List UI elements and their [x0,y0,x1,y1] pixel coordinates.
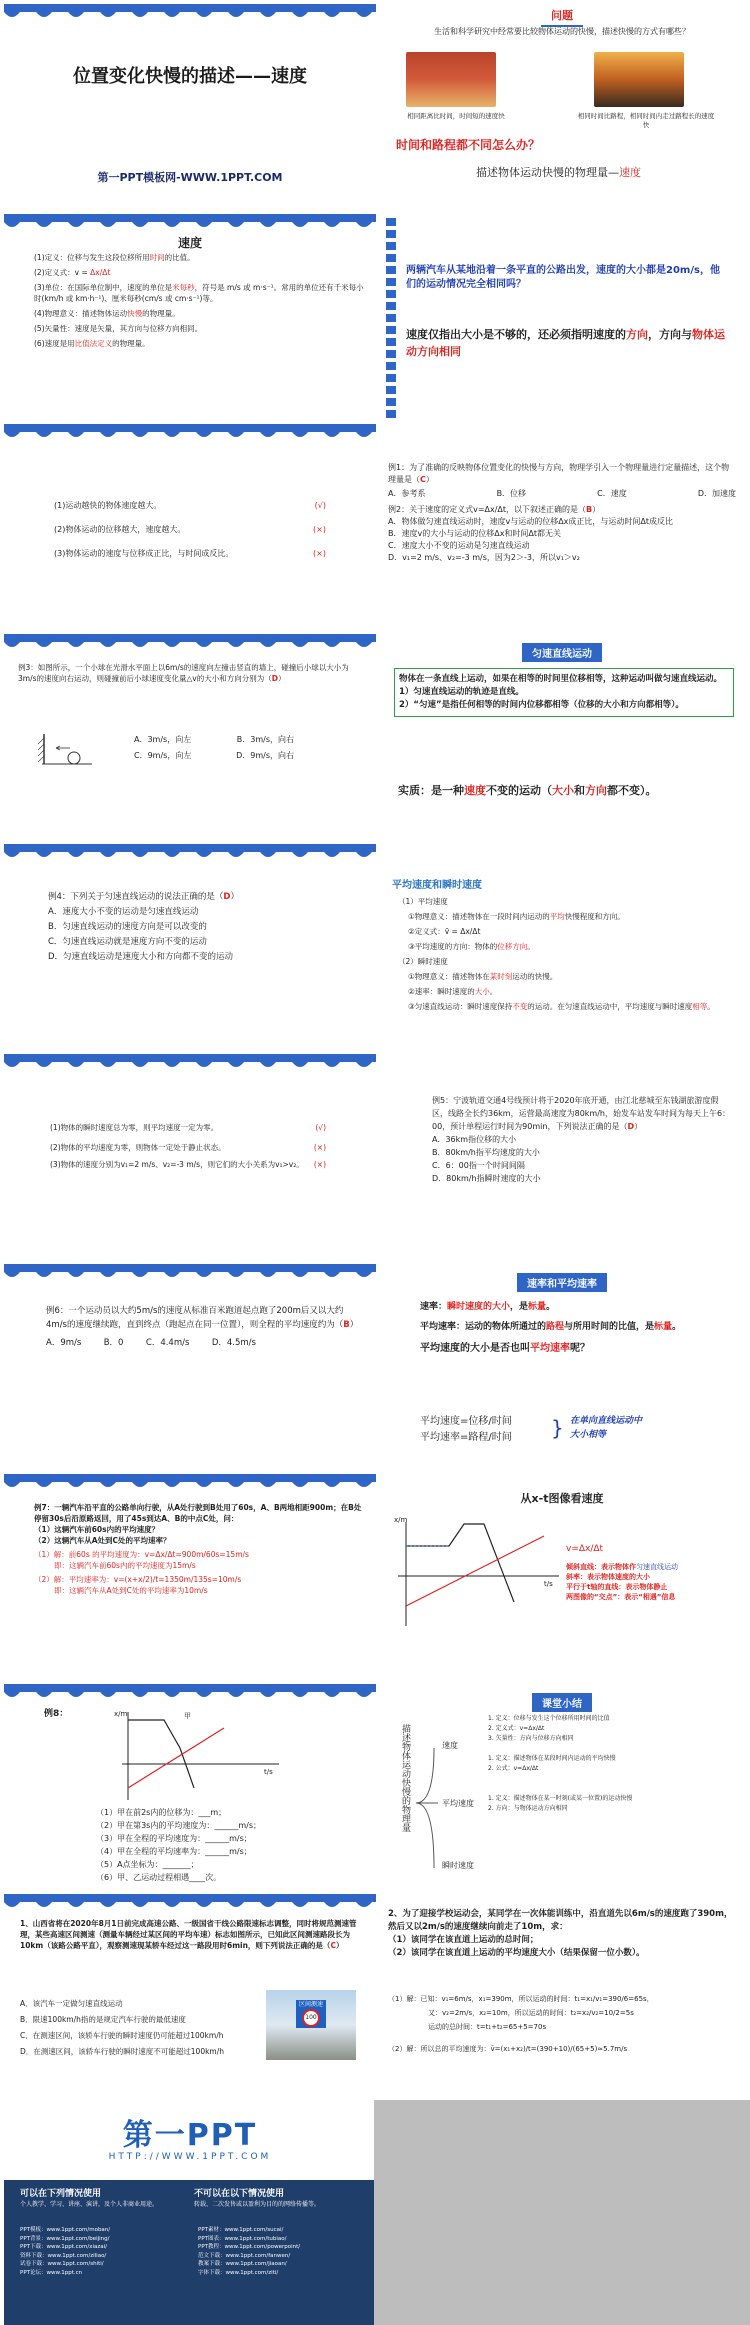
x-axis-label: t/s [544,1580,553,1588]
example-2-option: A．物体做匀速直线运动时，速度v与运动的位移Δx成正比，与运动时间Δt成反比 [388,517,674,526]
example-2-option: B．速度v的大小与运动的位移Δx和时间Δt都无关 [388,529,562,538]
training-question: 2、为了迎接学校运动会，某同学在一次体能训练中，沿直道先以6m/s的速度跑了390m，然后又以2m/s的速度继续向前走了10m，求： （1）该同学在该直道上运动的总时间； （2）该同学在该直道上运动的平均速度大小（结果保留一位小数）。 [388,1909,733,1958]
example-8-label: 例8： [44,1709,69,1719]
example-6: 例6：一个运动员以大约5m/s的速度从标准百米跑道起点跑了200m后又以大约4m/s的速度继续跑，直到终点（跑起点在同一位置），则全程的平均速度约为（B） A．9m/s B．0 C．4.4m/s D．4.5m/s [46,1306,359,1348]
uniform-point-1: 1）匀速直线运动的轨迹是直线。 [399,687,524,697]
uniform-essence: 实质：是一种速度不变的运动（大小和方向都不变）。 [398,784,657,797]
def-line-6: (6)速度是用比值法定义的物理量。 [34,339,150,348]
x-axis-label: t/s [264,1768,273,1776]
summary-branch-1: 速度 [442,1741,458,1750]
brace-icon: } [551,1416,564,1440]
example-6-options: A．9m/s B．0 C．4.4m/s D．4.5m/s [46,1338,256,1348]
slide-question [376,4,748,212]
slide-example-4 [4,844,376,1052]
example-1-2 [388,462,736,564]
footer-link[interactable]: PPT模板：www.1ppt.com/moban/ [20,2227,111,2233]
rate-note: 在单向直线运动中 大小相等 [570,1416,643,1440]
training-solution: （1）解：已知：v₁=6m/s，x₁=390m，所以运动的时间：t₁=x₁/v₁=390/6=65s， 又：v₂=2m/s，x₂=10m，所以运动的时间：t₂=x₂/v₂=10/2=5s 运动的总时间：t=t₁+t₂=65+5=70s （2）解：所以总的平均速度为：v̄=(x₁+x₂)/t=(390+10)/(65+5)≈5.7m/s [388,1995,654,2053]
slide-example-training [376,1894,748,2102]
caption-2: 相同时间比路程，相同时间内走过路程长的速度快 [577,112,715,129]
example-7: 例7：一辆汽车沿平直的公路单向行驶，从A处行驶到B处用了60s，A、B两地相距900m；在B处停留30s后沿原路返回，用了45s到达A、B的中点C处，问： （1）这辆汽车前60s内的平均速度？ （2）这辆汽车从A处到C处的平均速率？ （1）解：前60s 的平均速度为：v=Δx/Δt=900m/60s=15m/s 即：这辆汽车前60s内的平均速度为15m/s （2）解：平均速率为：v=(x+x/2)/t=1350m/135s=10m/s 即：这辆汽车从A处到C处的平均速率为10m/s [34,1503,362,1595]
judge-list [54,494,356,566]
def-line-2: (2)定义式：v = Δx/Δt [34,268,111,277]
footer-slide [0,2100,372,2325]
judge-item: (1)运动越快的物体速度越大。 (√) [54,501,326,510]
def-line-4: (4)物理意义：描述物体运动快慢的物理量。 [34,309,180,318]
rate-tag-wrap [376,1272,748,1292]
example-1: 例1：为了准确的反映物体位置变化的快慢与方向，物理学引入一个物理量进行定量描述，这个物理量是（C） [388,463,730,484]
slide-avg-instant [376,844,748,1052]
cars-question: 两辆汽车从某地沿着一条平直的公路出发，速度的大小都是20m/s，他们的运动情况完全相同吗？ [406,265,720,290]
terms-heading-no: 不可以在以下情况使用 [194,2189,285,2199]
slide-example-5 [376,1054,748,1262]
top-wave [4,634,376,654]
side-ribbon [386,218,396,418]
top-wave [4,214,376,234]
slide-example-speed-camera [4,1894,376,2102]
top-wave [4,1894,376,1914]
slide-speed-rate [376,1264,748,1472]
rate-defs: 速率：瞬时速度的大小，是标量。 平均速率：运动的物体所通过的路程与所用时间的比值，是标量。 平均速度的大小是否也叫平均速率呢？ [420,1302,682,1354]
summary-tag-wrap [376,1692,748,1712]
y-axis-label: x/m [394,1516,408,1524]
xt-title: 从x-t图像看速度 [520,1492,604,1505]
cars-answer: 速度仅指出大小是不够的，还必须指明速度的方向，方向与物体运动方向相同 [406,328,725,358]
speed-title: 速度 [177,236,202,250]
speed-def-list [34,252,364,349]
footer-link[interactable]: 范文下载：www.1ppt.com/fanwen/ [198,2252,291,2259]
ball-wall-figure [34,730,94,770]
example-5: 例5：宁波轨道交通4号线预计将于2020年底开通，由江北慈城至东钱湖旅游度假区，线路全长约36km，运营最高速度为80km/h，始发车站发车时间为每天上午6：00，预计单程运行时间为90min，下列说法正确的是（D） A．36km指位移的大小 B．80km/h指平均速度的大小 C．6：00指一个时间间隔 D．80km/h指瞬时速度的大小 [432,1096,731,1183]
top-wave [4,1684,376,1704]
uniform-point-2: 2）“匀速”是指任何相等的时间内位移都相等（位移的大小和方向都相等）。 [399,700,684,710]
example-3-options: A．3m/s，向左 B．3m/s，向右 C．9m/s，向左 D．9m/s，向右 [134,735,294,760]
footer-link[interactable]: PPT素材：www.1ppt.com/sucai/ [198,2227,284,2233]
def-line-3: (3)单位：在国际单位制中，速度的单位是米每秒，符号是 m/s 或 m·s⁻¹。常用的单位还有千米每小时(km/h 或 km·h⁻¹)、厘米每秒(cm/s 或 cm·s⁻¹)等。 [34,283,364,303]
camera-options: A．该汽车一定做匀速直线运动 B．限速100km/h指的是规定汽车行驶的最低速度 C．在测速区间，该轿车行驶的瞬时速度仍可能超过100km/h D．在测速区间，该轿车行驶的瞬时速度不可能超过100km/h [20,1999,225,2056]
top-wave [4,4,376,24]
slide-two-cars [376,214,748,422]
slide-example-8 [4,1684,376,1892]
example-4 [48,890,362,965]
example-1-options: A．参考系 B．位移 C．速度 D．加速度 [388,489,736,498]
runners-photo [406,52,496,107]
slide-xt-graph [376,1474,748,1682]
summary-root: 描述物体运动快慢的物理量 [400,1724,410,1832]
link-list [20,2226,366,2277]
footer-link[interactable]: PPT下载：www.1ppt.com/xiazai/ [20,2244,108,2250]
footer-link[interactable]: PPT背景：www.1ppt.com/beijing/ [20,2235,110,2242]
top-wave [4,844,376,864]
xt-notes: 倾斜直线：表示物体作匀速直线运动 斜率：表示物体速度的大小 平行于t轴的直线：表示物体静止 两图像的“交点”：表示“相遇”信息 [566,1563,678,1601]
uniform-def: 物体在一条直线上运动，如果在相等的时间里位移相等，这种运动叫做匀速直线运动。 [399,674,723,684]
speed-word: 速度 [619,166,641,179]
speed-sign: 区间测速 100 [296,2000,326,2028]
slide-example-7 [4,1474,376,1682]
footer-link[interactable]: 字体下载：www.1ppt.com/ziti/ [198,2269,279,2276]
slide-judge-2 [4,1054,376,1262]
slide-summary [376,1684,748,1892]
footer-link[interactable]: PPT图表：www.1ppt.com/tubiao/ [198,2235,287,2242]
footer-link[interactable]: PPT教程：www.1ppt.com/powerpoint/ [198,2244,301,2250]
example-4-option: C．匀速直线运动就是速度方向不变的运动 [48,937,207,947]
slide-uniform-motion [376,634,748,842]
y-axis-label: x/m [114,1710,128,1718]
footer-link[interactable]: PPT论坛：www.1ppt.cn [20,2269,83,2276]
example-4-option: B．匀速直线运动的速度方向是可以改变的 [48,922,207,932]
example-3-question: 例3：如图所示，一个小球在光滑水平面上以6m/s的速度向左撞击竖直的墙上，碰撞后小球以大小为3m/s的速度向右运动，则碰撞前后小球速度变化量△v的大小和方向分别为（D） [18,663,349,683]
terms-text-yes: 个人教学、学习、讲座、演讲，及个人非商业用途。 [20,2201,159,2208]
example-4-question: 例4：下列关于匀速直线运动的说法正确的是（D） [48,892,239,902]
road-sign-photo [266,1990,356,2060]
series-label: 甲 [184,1712,191,1720]
top-wave [4,1054,376,1074]
summary-branch-2: 平均速度 [442,1799,474,1808]
question-2: 时间和路程都不同怎么办？ [396,138,541,152]
rate-formulas: 平均速度=位移/时间 平均速率=路程/时间 [420,1416,512,1443]
judge-item: (3)物体运动的速度与位移成正比，与时间成反比。 (×) [54,549,326,558]
terms-text-no: 转载、二次发售或以盈利为目的的网络传播等。 [194,2201,321,2208]
example-4-option: D．匀速直线运动是速度大小和方向都不变的运动 [48,952,234,962]
slide-speed-def [4,214,376,422]
summary-tag: 课堂小结 [532,1693,592,1712]
summary-details: 1. 定义：位移与发生这个位移所用时间的比值 2. 定义式：v=Δx/Δt 3. 矢量性：方向与位移方向相同 1. 定义：描述物体在某段时间内运动的平均快慢 2. 公式：v=Δx/Δt 1. 定义：描述物体在某一时刻(或某一位置)的运动快慢 2. 方向：与物体运动方向相同 [488,1715,633,1812]
slide-example-3 [4,634,376,842]
footer-link[interactable]: 资料下载：www.1ppt.com/ziliao/ [20,2252,107,2259]
example-4-option: A．速度大小不变的运动是匀速直线运动 [48,907,199,917]
speed-line-text: 描述物体运动快慢的物理量— [476,166,619,179]
subtitle: 第一PPT模板网-WWW.1PPT.COM [97,171,283,184]
def-line-1: (1)定义：位移与发生这段位移所用时间的比值。 [34,253,195,262]
example-2: 例2：关于速度的定义式v=Δx/Δt，以下叙述正确的是（B） [388,505,601,514]
example-2-option: D．v₁=2 m/s、v₂=-3 m/s，因为2＞-3，所以v₁＞v₂ [388,553,580,562]
logo-text: 第一PPT [122,2118,258,2153]
uniform-tag: 匀速直线运动 [522,643,602,662]
logo-url: HTTP://WWW.1PPT.COM [108,2152,272,2162]
empty-gray-area [374,2100,750,2325]
xt-graph [394,1516,564,1636]
slide-example-6 [4,1264,376,1472]
question-tag: 问题 [541,5,583,27]
footer-link[interactable]: 试卷下载：www.1ppt.com/shiti/ [20,2261,104,2267]
camera-question: 1、山西省将在2020年8月1日前完成高速公路、一级国省干线公路限速标志调整，同时将规范测速管理，某些高速区间测速（测量车辆经过某区间的平均车速）标志如图所示，已知此区间测速路段长为10km（该路公路平直），观察测速现某轿车经过这一路段用时6min，则下列说法正确的是（C） [20,1919,357,1950]
avg-instant-list: （1）平均速度 ①物理意义：描述物体在一段时间内运动的平均快慢程度和方向。 ②定义式：v̄ = Δx/Δt ③平均速度的方向：物体的位移方向。 （2）瞬时速度 ①物理意义：描述物体在某时刻运动的快慢。 ②速率：瞬时速度的大小。 ③匀速直线运动：瞬时速度保持不变的运动。在匀速直线运动中，平均速度与瞬时速度相等。 [398,897,715,1011]
caption-1: 相同距离比时间，时间短的速度快 [407,112,505,120]
footer-link[interactable]: 教案下载：www.1ppt.com/jiaoan/ [198,2261,287,2267]
example-8-graph [114,1708,284,1804]
uniform-box [394,668,734,717]
main-title: 位置变化快慢的描述——速度 [73,66,307,87]
top-wave [4,1264,376,1284]
logo-area [4,2100,376,2178]
terms-heading-yes: 可以在下列情况使用 [20,2189,102,2199]
speed-line [476,164,641,180]
terms-panel [4,2180,376,2325]
top-wave [4,1474,376,1494]
summary-branch-3: 瞬时速度 [442,1861,474,1870]
uniform-tag-wrap [376,642,748,662]
slide-example-1-2 [376,424,748,632]
rate-tag: 速率和平均速率 [517,1273,607,1292]
question-text: 生活和科学研究中经常要比较物体运动的快慢，描述快慢的方式有哪些？ [434,27,690,36]
top-wave [4,424,376,444]
def-line-5: (5)矢量性：速度是矢量，其方向与位移方向相同。 [34,324,203,333]
slide-judge-1 [4,424,376,632]
judge-item: (2)物体运动的位移越大，速度越大。 (×) [54,525,326,534]
road-photo [594,52,684,107]
example-2-option: C．速度大小不变的运动是匀速直线运动 [388,541,530,550]
slide-title [4,4,376,212]
judge-list-2: (1)物体的瞬时速度总为零，则平均速度一定为零。 (√) (2)物体的平均速度为零，则物体一定处于静止状态。 (×) (3)物体的速度分别为v₁=2 m/s、v₂=-3 m/s，则它们的大小关系为v₁>v₂。 (×) [50,1123,326,1169]
formula-v: v=Δx/Δt [566,1544,604,1554]
question-tag-wrap [376,4,748,24]
avg-instant-title: 平均速度和瞬时速度 [392,880,482,891]
example-8-questions: （1）甲在前2s内的位移为：___m； （2）甲在第3s内的平均速度为：______m/s； （3）甲在全程的平均速度为：______m/s； （4）甲在全程的平均速率为：______m/s； （5）A点坐标为：_______； （6）甲、乙运动过程相遇____次。 [96,1808,262,1882]
